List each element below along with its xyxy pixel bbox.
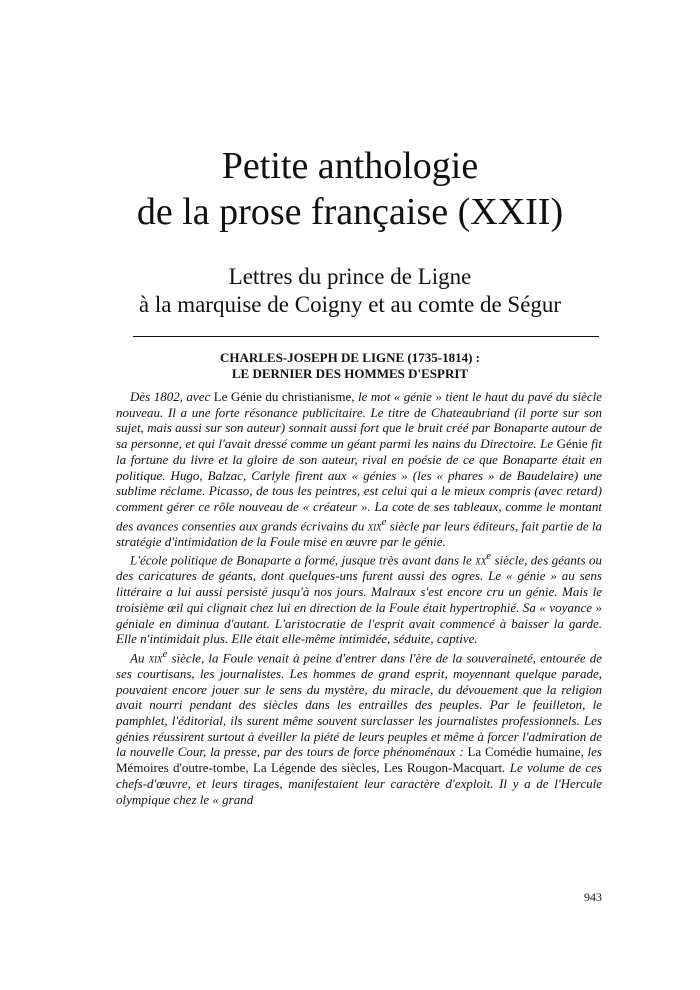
century-suffix: e xyxy=(486,550,492,563)
page-title-line-2: de la prose française (XXII) xyxy=(136,191,564,233)
century-numeral: xix xyxy=(148,650,163,666)
page-number: 943 xyxy=(584,890,602,904)
book-title: Génie xyxy=(556,436,588,452)
century-suffix: e xyxy=(381,515,387,528)
section-heading xyxy=(0,350,700,382)
century-numeral: xx xyxy=(475,552,487,568)
page-subtitle-line-1: Lettres du prince de Ligne xyxy=(228,264,472,289)
paragraph-1-text: siècle par leurs éditeurs, fait partie de la stratégie d'intimidation de la Foule mise en œuvre par le génie. xyxy=(116,517,603,549)
book-title: La Comédie humaine xyxy=(467,744,581,760)
title-divider xyxy=(133,336,599,337)
paragraph-2 xyxy=(116,549,602,647)
book-title: Le Génie du christianisme xyxy=(213,389,352,404)
paragraph-1-text: fit la fortune du livre et la gloire de son auteur, rival en poésie de ce que Bonaparte était en politique. Hugo, Balzac, Carlyle firent aux « génies » (les « phares » de Baudelaire) une sublime réclame. Picasso, de tous les peintres, est celui qui a le mieux compris (avec retard) comment gérer ce rôle nouveau de « créateur ». La cote de ses tableaux, comme le montant des avances consenties aux grands écrivains du xyxy=(116,436,602,533)
paragraph-2-text: siècle, des géants ou des caricatures de géants, dont quelques-uns furent aussi des ogres. Le « génie » au sens littéraire a lui aussi persisté jusqu'à nos jours. Malraux s'est encore cru un génie. Mais le troisième œil qui clignait chez lui en direction de la Foule était hypertrophié. Sa « voyance » géniale en diminua d'autant. L'aristocratie de l'esprit avait commencé à baisser la garde. Elle n'intimidait plus. Elle était elle-même intimidée, séduite, captive. xyxy=(116,552,602,647)
paragraph-2-text: L'école politique de Bonaparte a formé, jusque très avant dans le xyxy=(130,552,476,568)
century-suffix: e xyxy=(162,647,168,660)
paragraph-3-text: , xyxy=(376,760,384,776)
page-title-line-1: Petite anthologie xyxy=(221,145,479,187)
paragraph-3-text: , les xyxy=(580,744,602,760)
section-heading-line-1: CHARLES-JOSEPH DE LIGNE (1735-1814) : xyxy=(219,350,481,365)
paragraph-1-text: Dès 1802, avec xyxy=(130,389,214,404)
paragraph-3-text: , xyxy=(245,760,253,776)
body-text xyxy=(116,389,602,807)
section-heading-line-2: LE DERNIER DES HOMMES D'ESPRIT xyxy=(231,366,469,381)
paragraph-1-text: , le mot « génie » tient le haut du pavé du siècle nouveau. Il a une forte résonance publicitaire. Le titre de Chateaubriand (il porte sur son sujet, mais aussi sur son auteur) sonnait aussi fort que le bruit créé par Bonaparte autour de sa personne, et qui l'avait dressé comme un géant parmi les nains du Directoire. Le xyxy=(116,389,603,452)
paragraph-3 xyxy=(116,647,602,807)
book-title: Mémoires d'outre-tombe xyxy=(116,760,246,776)
paragraph-1 xyxy=(116,389,602,549)
page-subtitle xyxy=(0,263,700,319)
century-numeral: xix xyxy=(367,517,382,533)
paragraph-3-text: Au xyxy=(130,650,149,666)
book-title: La Légende des siècles xyxy=(252,760,377,776)
page-subtitle-line-2: à la marquise de Coigny et au comte de Ségur xyxy=(138,292,562,317)
paragraph-3-text: siècle, la Foule venait à peine d'entrer dans l'ère de la souveraineté, entourée de ses courtisans, les journalistes. Les hommes de grand esprit, moyennant quelque parade, pouvaient encore jouer sur le sens du mystère, du miracle, du dévouement que la religion avait nourri pendant des siècles dans les entrailles des peuples. Par le feuilleton, le pamphlet, l'éditorial, ils surent même souvent surclasser les journalistes professionnels. Les génies réussirent surtout à éveiller la piété de leurs peuples et même à forcer l'admiration de la nouvelle Cour, la presse, par des tours de force phénoménaux : xyxy=(116,650,602,760)
paragraph-3-text: . Le volume de ces chefs-d'œuvre, et leurs tirages, manifestaient leur caractère d'exploit. Il y a de l'Hercule olympique chez le « grand xyxy=(116,760,602,807)
page-title xyxy=(0,143,700,235)
book-title: Les Rougon-Macquart xyxy=(383,760,503,776)
